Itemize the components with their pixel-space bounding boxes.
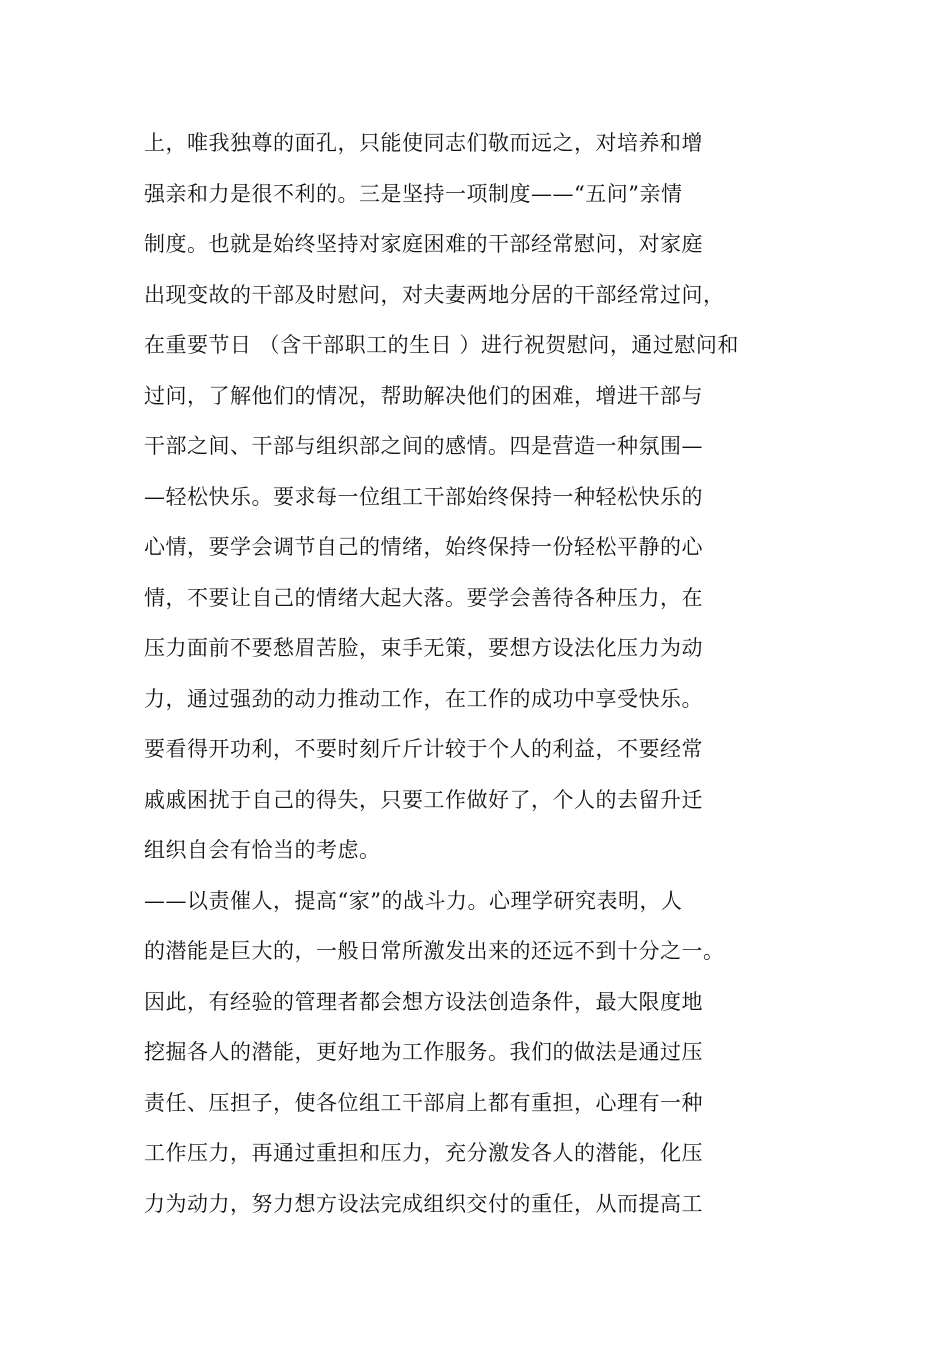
text-line: 的潜能是巨大的，一般日常所激发出来的还远不到十分之一。: [144, 939, 725, 963]
text-line: 上，唯我独尊的面孔，只能使同志们敬而远之，对培养和增: [144, 131, 703, 155]
text-line: —轻松快乐。要求每一位组工干部始终保持一种轻松快乐的: [144, 484, 703, 509]
text-line: 过问，了解他们的情况，帮助解决他们的困难，增进干部与: [144, 383, 703, 408]
text-line: 因此，有经验的管理者都会想方设法创造条件，最大限度地: [144, 989, 703, 1014]
text-line: 制度。也就是始终坚持对家庭困难的干部经常慰问，对家庭: [144, 232, 703, 256]
text-line: 力，通过强劲的动力推动工作，在工作的成功中享受快乐。: [144, 686, 703, 711]
text-line: 压力面前不要愁眉苦脸，束手无策，要想方设法化压力为动: [144, 636, 703, 660]
body-text: [144, 118, 864, 1229]
text-line: 力为动力，努力想方设法完成组织交付的重任，从而提高工: [144, 1191, 703, 1216]
text-line: 组织自会有恰当的考虑。: [144, 838, 381, 862]
text-line: 要看得开功利，不要时刻斤斤计较于个人的利益，不要经常: [144, 737, 703, 761]
text-line: 心情，要学会调节自己的情绪，始终保持一份轻松平静的心: [144, 535, 703, 559]
text-line: 挖掘各人的潜能，更好地为工作服务。我们的做法是通过压: [144, 1040, 703, 1064]
text-line: ——以责催人，提高“家”的战斗力。心理学研究表明，人: [144, 888, 683, 913]
text-line: 强亲和力是很不利的。三是坚持一项制度——“五问”亲情: [144, 181, 683, 206]
text-line: 工作压力，再通过重担和压力，充分激发各人的潜能，化压: [144, 1141, 703, 1165]
text-line: 出现变故的干部及时慰问，对夫妻两地分居的干部经常过问，: [144, 282, 725, 307]
text-line: 在重要节日 （含干部职工的生日 ）进行祝贺慰问，通过慰问和: [144, 333, 739, 357]
text-line: 责任、压担子，使各位组工干部肩上都有重担，心理有一种: [144, 1090, 703, 1115]
text-line: 情，不要让自己的情绪大起大落。要学会善待各种压力，在: [144, 585, 703, 610]
text-line: 戚戚困扰于自己的得失，只要工作做好了，个人的去留升迁: [144, 787, 703, 812]
text-line: 干部之间、干部与组织部之间的感情。四是营造一种氛围—: [144, 434, 703, 458]
